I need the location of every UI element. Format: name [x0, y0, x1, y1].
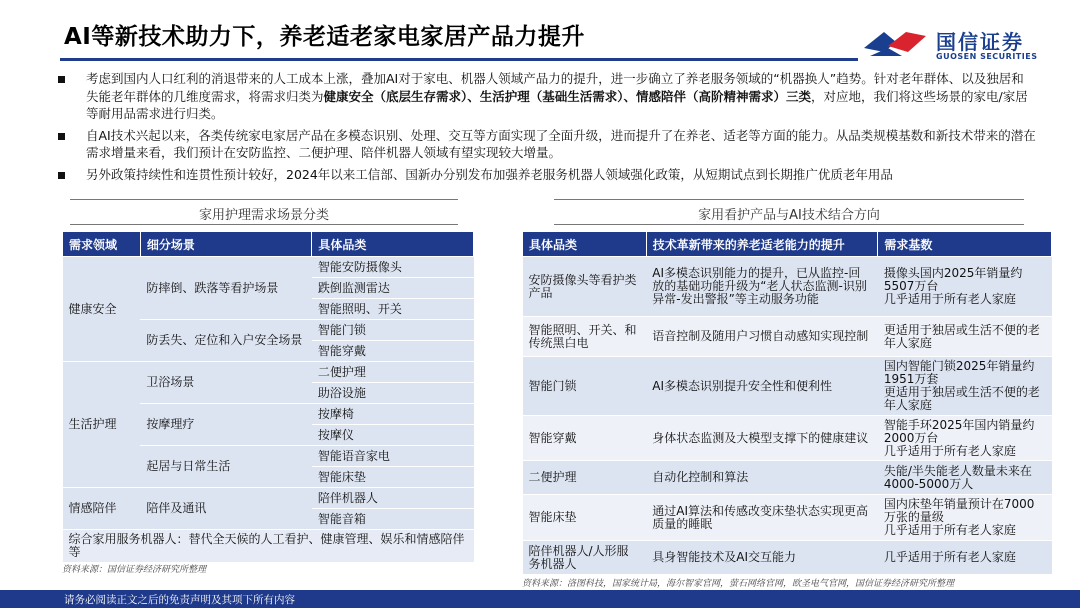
capability-cell: 自动化控制和算法: [646, 461, 878, 495]
title-divider: [60, 58, 858, 61]
demand-cell: 国内床垫年销量预计在7000万张的量级 几乎适用于所有老人家庭: [878, 495, 1052, 541]
bullet-text: 自AI技术兴起以来，各类传统家电家居产品在多模态识别、处理、交互等方面实现了全面升级，进而提升了在养老、适老等方面的能力。从品类规模基数和新技术带来的潜在需求增量来看，我们预计在安防监控、二便护理、陪伴机器人领域有望实现较大增量。: [86, 127, 1036, 160]
item-cell: 助浴设施: [312, 383, 474, 404]
bullet-list: [56, 70, 1036, 187]
demand-cell: 智能手环2025年国内销量约2000万台 几乎适用于所有老人家庭: [878, 416, 1052, 461]
table-header: 细分场景: [140, 232, 312, 257]
care-scenario-table: [62, 231, 474, 563]
left-source-note: 资料来源：国信证券经济研究所整理: [62, 565, 207, 575]
section-rule: [70, 224, 458, 225]
left-section-title: 家用护理需求场景分类: [198, 208, 329, 223]
table-header: 技术革新带来的养老适老能力的提升: [646, 232, 878, 257]
item-cell: 智能照明、开关: [312, 299, 474, 320]
disclaimer-footer: [0, 590, 1080, 608]
bullet-text: 另外政策持续性和连贯性预计较好，2024年以来工信部、国新办分别发布加强养老服务机器人领域强化政策，从短期试点到长期推广优质老年用品: [86, 166, 893, 182]
section-rule: [554, 199, 1024, 200]
capability-cell: AI多模态识别提升安全性和便利性: [646, 357, 878, 416]
table-footnote: 综合家用服务机器人：替代全天候的人工看护、健康管理、娱乐和情感陪伴等: [63, 530, 474, 563]
bullet-text: 考虑到国内人口红利的消退带来的人工成本上涨，叠加AI对于家电、机器人领域产品力的提升，进一步确立了养老服务领域的“机器换人”趋势。针对老年群体、以及独居和失能老年群体的几维度需求，将需求归类为: [86, 71, 1024, 104]
scene-cell: 防丢失、定位和入户安全场景: [140, 320, 312, 362]
demand-cell: 几乎适用于所有老人家庭: [878, 541, 1052, 575]
section-rule: [70, 199, 458, 200]
capability-cell: AI多模态识别能力的提升，已从监控-回放的基础功能升级为“老人状态监测-识别异常-发出警报”等主动服务功能: [646, 257, 878, 317]
ai-care-product-table: [522, 231, 1052, 575]
table-row: [523, 541, 1052, 575]
item-cell: 智能门锁: [312, 320, 474, 341]
category-cell: 安防摄像头等看护类产品: [523, 257, 647, 317]
capability-cell: 具身智能技术及AI交互能力: [646, 541, 878, 575]
item-cell: 二便护理: [312, 362, 474, 383]
table-header: 需求基数: [878, 232, 1052, 257]
section-rule: [554, 224, 1024, 225]
item-cell: 智能床垫: [312, 467, 474, 488]
table-header: 具体品类: [523, 232, 647, 257]
scene-cell: 起居与日常生活: [140, 446, 312, 488]
item-cell: 智能音箱: [312, 509, 474, 530]
bullet-square-icon: [58, 76, 65, 83]
item-cell: 按摩仪: [312, 425, 474, 446]
guosen-logo-mark-icon: [862, 28, 928, 58]
table-header: 具体品类: [312, 232, 474, 257]
table-row: [523, 461, 1052, 495]
bullet-item: [56, 70, 1036, 123]
category-cell: 智能照明、开关、和传统黑白电: [523, 317, 647, 357]
table-row: [523, 257, 1052, 317]
item-cell: 跌倒监测雷达: [312, 278, 474, 299]
domain-cell: 情感陪伴: [63, 488, 141, 530]
item-cell: 智能安防摄像头: [312, 257, 474, 278]
domain-cell: 生活护理: [63, 362, 141, 488]
capability-cell: 身体状态监测及大模型支撑下的健康建议: [646, 416, 878, 461]
bullet-square-icon: [58, 133, 65, 140]
table-header: 需求领域: [63, 232, 141, 257]
logo-text-cn: 国信证券: [936, 30, 1024, 54]
table-row: [523, 357, 1052, 416]
demand-cell: 失能/半失能老人数量未来在4000-5000万人: [878, 461, 1052, 495]
bullet-item: [56, 127, 1036, 162]
bullet-text: ，对应地，我们将这些场景的家电/家居等耐用品需求进行归类。: [86, 88, 1028, 121]
item-cell: 按摩椅: [312, 404, 474, 425]
category-cell: 智能穿戴: [523, 416, 647, 461]
bullet-item: [56, 166, 1036, 184]
scene-cell: 防摔倒、跌落等看护场景: [140, 257, 312, 320]
category-cell: 智能床垫: [523, 495, 647, 541]
item-cell: 智能语音家电: [312, 446, 474, 467]
bullet-bold-text: 健康安全（底层生存需求）、生活护理（基础生活需求）、情感陪伴（高阶精神需求）三类: [323, 88, 812, 104]
scene-cell: 卫浴场景: [140, 362, 312, 404]
page-title: AI等新技术助力下，养老适老家电家居产品力提升: [64, 24, 585, 50]
table-row: [523, 317, 1052, 357]
demand-cell: 摄像头国内2025年销量约5507万台 几乎适用于所有老人家庭: [878, 257, 1052, 317]
logo-text-en: GUOSEN SECURITIES: [936, 52, 1038, 61]
demand-cell: 国内智能门锁2025年销量约1951万套 更适用于独居或生活不便的老年人家庭: [878, 357, 1052, 416]
domain-cell: 健康安全: [63, 257, 141, 362]
guosen-logo: [862, 22, 1072, 64]
item-cell: 智能穿戴: [312, 341, 474, 362]
table-row: [523, 416, 1052, 461]
category-cell: 二便护理: [523, 461, 647, 495]
category-cell: 智能门锁: [523, 357, 647, 416]
disclaimer-text: 请务必阅读正文之后的免责声明及其项下所有内容: [64, 594, 295, 606]
table-row: [523, 495, 1052, 541]
demand-cell: 更适用于独居或生活不便的老年人家庭: [878, 317, 1052, 357]
category-cell: 陪伴机器人/人形服务机器人: [523, 541, 647, 575]
capability-cell: 语音控制及随用户习惯自动感知实现控制: [646, 317, 878, 357]
scene-cell: 按摩理疗: [140, 404, 312, 446]
bullet-square-icon: [58, 172, 65, 179]
item-cell: 陪伴机器人: [312, 488, 474, 509]
right-section-title: 家用看护产品与AI技术结合方向: [698, 208, 880, 223]
capability-cell: 通过AI算法和传感改变床垫状态实现更高质量的睡眠: [646, 495, 878, 541]
right-source-note: 资料来源：洛图科技，国家统计局，海尔智家官网，萤石网络官网，欧圣电气官网，国信证券经济研究所整理: [522, 579, 955, 589]
scene-cell: 陪伴及通讯: [140, 488, 312, 530]
